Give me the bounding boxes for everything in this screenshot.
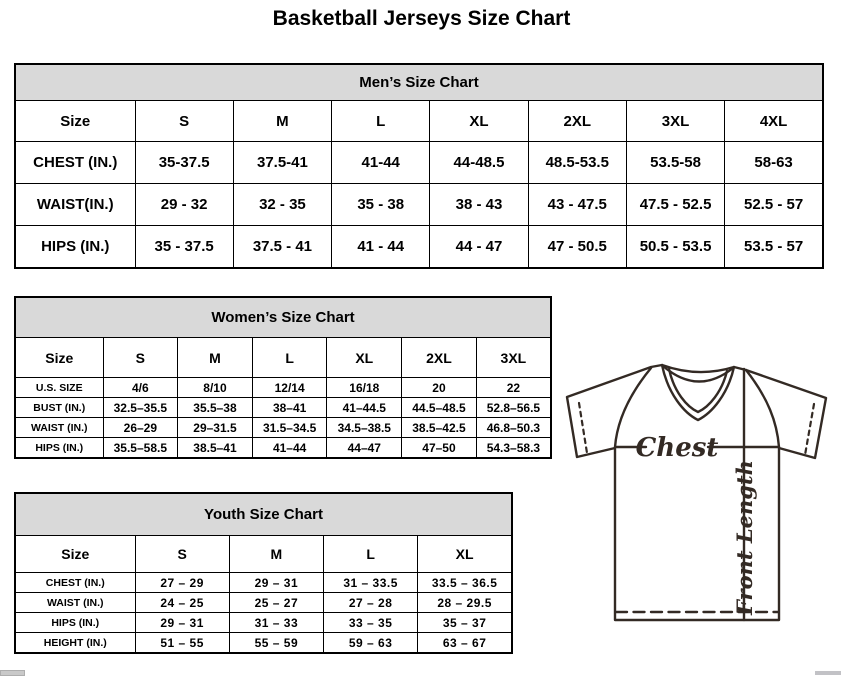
jersey-measurement-diagram	[556, 356, 838, 634]
size-value-cell: 53.5 - 57	[725, 226, 823, 269]
measurement-row	[15, 573, 512, 593]
size-value-cell: 8/10	[178, 378, 253, 398]
size-value-cell: 25 – 27	[229, 593, 323, 613]
measurement-row-label: HIPS (IN.)	[15, 438, 103, 459]
size-column-header: M	[178, 338, 253, 378]
size-value-cell: 16/18	[327, 378, 402, 398]
measurement-row	[15, 613, 512, 633]
mens-size-table	[14, 63, 824, 269]
scrollbar-fragment-left[interactable]	[0, 670, 25, 676]
measurement-row-label: WAIST (IN.)	[15, 418, 103, 438]
size-value-cell: 54.3–58.3	[476, 438, 551, 459]
size-column-header: S	[135, 536, 229, 573]
size-value-cell: 38.5–41	[178, 438, 253, 459]
size-value-cell: 52.5 - 57	[725, 184, 823, 226]
size-value-cell: 41-44	[332, 142, 430, 184]
size-value-cell: 31 – 33.5	[324, 573, 418, 593]
size-value-cell: 41–44.5	[327, 398, 402, 418]
size-header-row	[15, 536, 512, 573]
measurement-row	[15, 142, 823, 184]
size-value-cell: 26–29	[103, 418, 178, 438]
size-value-cell: 58-63	[725, 142, 823, 184]
mens-table-title: Men’s Size Chart	[15, 64, 823, 101]
size-value-cell: 55 – 59	[229, 633, 323, 654]
size-column-header: L	[252, 338, 327, 378]
size-value-cell: 53.5-58	[626, 142, 724, 184]
size-header-row	[15, 101, 823, 142]
size-value-cell: 29 – 31	[135, 613, 229, 633]
size-column-header: 4XL	[725, 101, 823, 142]
size-value-cell: 46.8–50.3	[476, 418, 551, 438]
size-value-cell: 35.5–38	[178, 398, 253, 418]
size-value-cell: 47.5 - 52.5	[626, 184, 724, 226]
size-column-header: M	[229, 536, 323, 573]
scrollbar-fragment-right[interactable]	[815, 671, 841, 675]
size-value-cell: 43 - 47.5	[528, 184, 626, 226]
size-column-header: S	[135, 101, 233, 142]
size-column-header: S	[103, 338, 178, 378]
measurement-row	[15, 184, 823, 226]
size-label: Size	[15, 338, 103, 378]
table-title-row	[15, 493, 512, 536]
measurement-row-label: WAIST (IN.)	[15, 593, 135, 613]
size-header-row	[15, 338, 551, 378]
size-value-cell: 33.5 – 36.5	[418, 573, 512, 593]
measurement-row-label: WAIST(IN.)	[15, 184, 135, 226]
size-column-header: XL	[418, 536, 512, 573]
jersey-diagram-svg	[556, 356, 838, 634]
measurement-row	[15, 593, 512, 613]
size-value-cell: 12/14	[252, 378, 327, 398]
size-value-cell: 28 – 29.5	[418, 593, 512, 613]
size-value-cell: 41 - 44	[332, 226, 430, 269]
size-value-cell: 27 – 29	[135, 573, 229, 593]
size-value-cell: 4/6	[103, 378, 178, 398]
size-column-header: L	[324, 536, 418, 573]
size-value-cell: 44 - 47	[430, 226, 528, 269]
measurement-row	[15, 226, 823, 269]
size-column-header: 3XL	[476, 338, 551, 378]
measurement-row-label: U.S. SIZE	[15, 378, 103, 398]
youth-size-table	[14, 492, 513, 654]
measurement-row-label: CHEST (IN.)	[15, 573, 135, 593]
size-column-header: 3XL	[626, 101, 724, 142]
size-value-cell: 41–44	[252, 438, 327, 459]
size-column-header: XL	[430, 101, 528, 142]
size-value-cell: 48.5-53.5	[528, 142, 626, 184]
size-value-cell: 35.5–58.5	[103, 438, 178, 459]
youth-table-title: Youth Size Chart	[15, 493, 512, 536]
size-value-cell: 34.5–38.5	[327, 418, 402, 438]
size-column-header: L	[332, 101, 430, 142]
size-value-cell: 37.5 - 41	[233, 226, 331, 269]
size-value-cell: 63 – 67	[418, 633, 512, 654]
size-column-header: M	[233, 101, 331, 142]
size-value-cell: 31 – 33	[229, 613, 323, 633]
size-label: Size	[15, 536, 135, 573]
size-value-cell: 31.5–34.5	[252, 418, 327, 438]
front-length-label: Front Length	[732, 460, 757, 615]
size-value-cell: 51 – 55	[135, 633, 229, 654]
size-value-cell: 29 - 32	[135, 184, 233, 226]
size-value-cell: 22	[476, 378, 551, 398]
measurement-row-label: BUST (IN.)	[15, 398, 103, 418]
measurement-row	[15, 418, 551, 438]
size-column-header: 2XL	[402, 338, 477, 378]
table-title-row	[15, 64, 823, 101]
size-value-cell: 44-48.5	[430, 142, 528, 184]
measurement-row	[15, 438, 551, 459]
size-value-cell: 35 - 38	[332, 184, 430, 226]
womens-size-table	[14, 296, 552, 459]
size-value-cell: 59 – 63	[324, 633, 418, 654]
measurement-row-label: HEIGHT (IN.)	[15, 633, 135, 654]
jersey-outline	[567, 365, 826, 620]
size-value-cell: 24 – 25	[135, 593, 229, 613]
size-value-cell: 32 - 35	[233, 184, 331, 226]
size-value-cell: 27 – 28	[324, 593, 418, 613]
size-value-cell: 32.5–35.5	[103, 398, 178, 418]
womens-table-title: Women’s Size Chart	[15, 297, 551, 338]
size-value-cell: 47–50	[402, 438, 477, 459]
size-value-cell: 35-37.5	[135, 142, 233, 184]
size-value-cell: 37.5-41	[233, 142, 331, 184]
size-value-cell: 44.5–48.5	[402, 398, 477, 418]
measurement-row-label: HIPS (IN.)	[15, 613, 135, 633]
measurement-row-label: HIPS (IN.)	[15, 226, 135, 269]
size-value-cell: 47 - 50.5	[528, 226, 626, 269]
size-value-cell: 38–41	[252, 398, 327, 418]
measurement-row	[15, 398, 551, 418]
size-column-header: XL	[327, 338, 402, 378]
size-value-cell: 38 - 43	[430, 184, 528, 226]
table-title-row	[15, 297, 551, 338]
measurement-row-label: CHEST (IN.)	[15, 142, 135, 184]
page-title: Basketball Jerseys Size Chart	[272, 7, 571, 30]
size-value-cell: 35 – 37	[418, 613, 512, 633]
size-value-cell: 38.5–42.5	[402, 418, 477, 438]
measurement-row	[15, 378, 551, 398]
size-value-cell: 44–47	[327, 438, 402, 459]
size-column-header: 2XL	[528, 101, 626, 142]
size-value-cell: 33 – 35	[324, 613, 418, 633]
size-value-cell: 29–31.5	[178, 418, 253, 438]
size-value-cell: 50.5 - 53.5	[626, 226, 724, 269]
size-value-cell: 29 – 31	[229, 573, 323, 593]
size-value-cell: 52.8–56.5	[476, 398, 551, 418]
size-value-cell: 35 - 37.5	[135, 226, 233, 269]
measurement-row	[15, 633, 512, 654]
size-label: Size	[15, 101, 135, 142]
chest-label: Chest	[635, 433, 719, 463]
size-value-cell: 20	[402, 378, 477, 398]
